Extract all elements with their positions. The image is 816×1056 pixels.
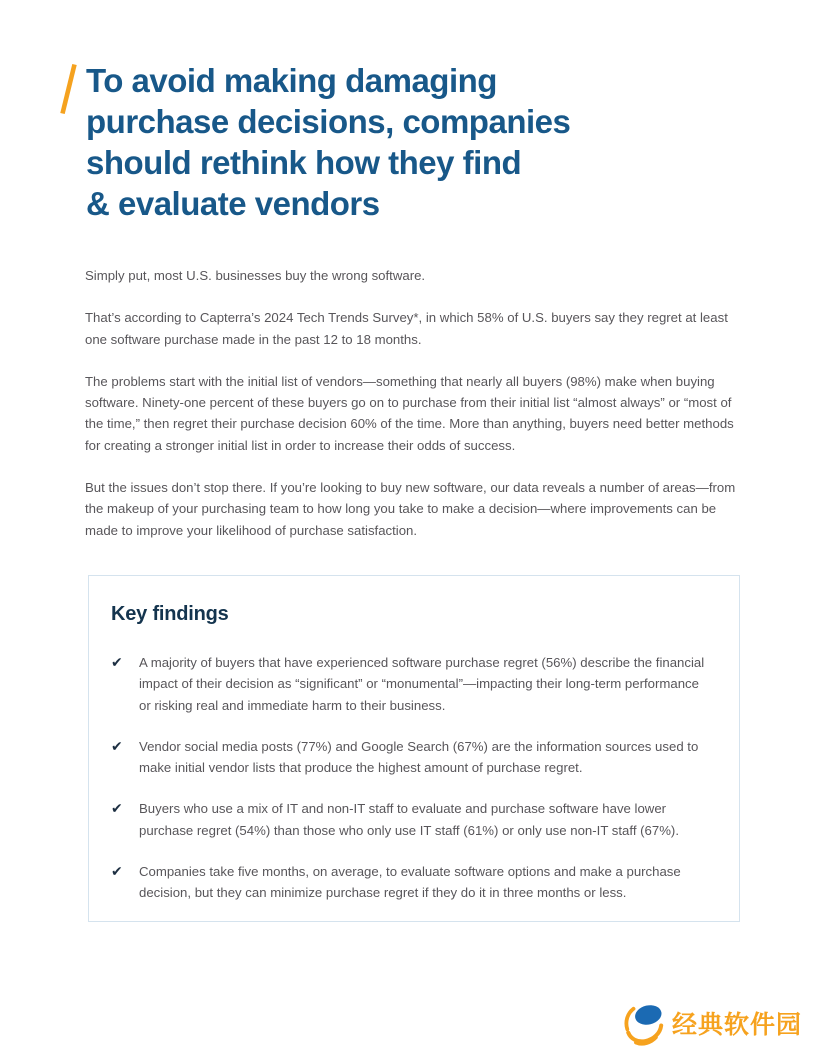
logo-text: 经典软件园 bbox=[671, 1011, 802, 1039]
list-item bbox=[111, 652, 711, 716]
check-icon: ✔ bbox=[111, 654, 123, 670]
key-findings-box bbox=[88, 575, 740, 922]
finding-text: A majority of buyers that have experienced software purchase regret (56%) describe the financial impact of their decision as “significant” or “monumental”—impacting their long-term performance or risking real and immediate harm to their business. bbox=[139, 655, 705, 713]
paragraph-problems: The problems start with the initial list of vendors—something that nearly all buyers (98%) make when buying software. Ninety-one percent of these buyers go on to purchase from their initial list “almost always” or “most of the time,” then regret their purchase decision 60% of the time. More than anything, buyers need better methods for creating a stronger initial list in order to increase their odds of success. bbox=[85, 373, 734, 453]
list-item bbox=[111, 798, 711, 841]
page-title-line: should rethink how they find bbox=[86, 144, 522, 181]
page-title-line: To avoid making damaging bbox=[86, 62, 497, 99]
key-findings-title: Key findings bbox=[111, 603, 229, 625]
footer-logo bbox=[623, 1002, 802, 1048]
page-title-line: purchase decisions, companies bbox=[86, 103, 571, 140]
page-title bbox=[86, 60, 726, 224]
paragraph-intro: Simply put, most U.S. businesses buy the wrong software. bbox=[85, 268, 426, 283]
finding-text: Vendor social media posts (77%) and Google Search (67%) are the information sources used to make initial vendor lists that produce the highest amount of purchase regret. bbox=[139, 738, 699, 776]
check-icon: ✔ bbox=[111, 737, 123, 754]
slash-accent-icon bbox=[58, 63, 78, 115]
finding-text: Buyers who use a mix of IT and non-IT staff to evaluate and purchase software have lower purchase regret (54%) than those who only use IT staff (61%) or only use non-IT staff (67%). bbox=[139, 801, 679, 838]
list-item bbox=[111, 736, 711, 779]
list-item bbox=[111, 861, 711, 904]
page-title-line: & evaluate vendors bbox=[86, 185, 380, 222]
check-icon: ✔ bbox=[111, 863, 123, 880]
globe-logo-icon bbox=[623, 1002, 665, 1048]
finding-text: Companies take five months, on average, to evaluate software options and make a purchase decision, but they can minimize purchase regret if they do it in three months or less. bbox=[139, 864, 681, 901]
check-icon: ✔ bbox=[111, 800, 123, 817]
body-copy bbox=[85, 265, 737, 562]
key-findings-list bbox=[111, 652, 711, 904]
paragraph-survey: That’s according to Capterra’s 2024 Tech Trends Survey*, in which 58% of U.S. buyers say they regret at least one software purchase made in the past 12 to 18 months. bbox=[85, 310, 728, 347]
paragraph-issues: But the issues don’t stop there. If you’re looking to buy new software, our data reveals a number of areas—from the makeup of your purchasing team to how long you take to make a decision—where improvements can be made to improve your likelihood of purchase satisfaction. bbox=[85, 480, 736, 538]
